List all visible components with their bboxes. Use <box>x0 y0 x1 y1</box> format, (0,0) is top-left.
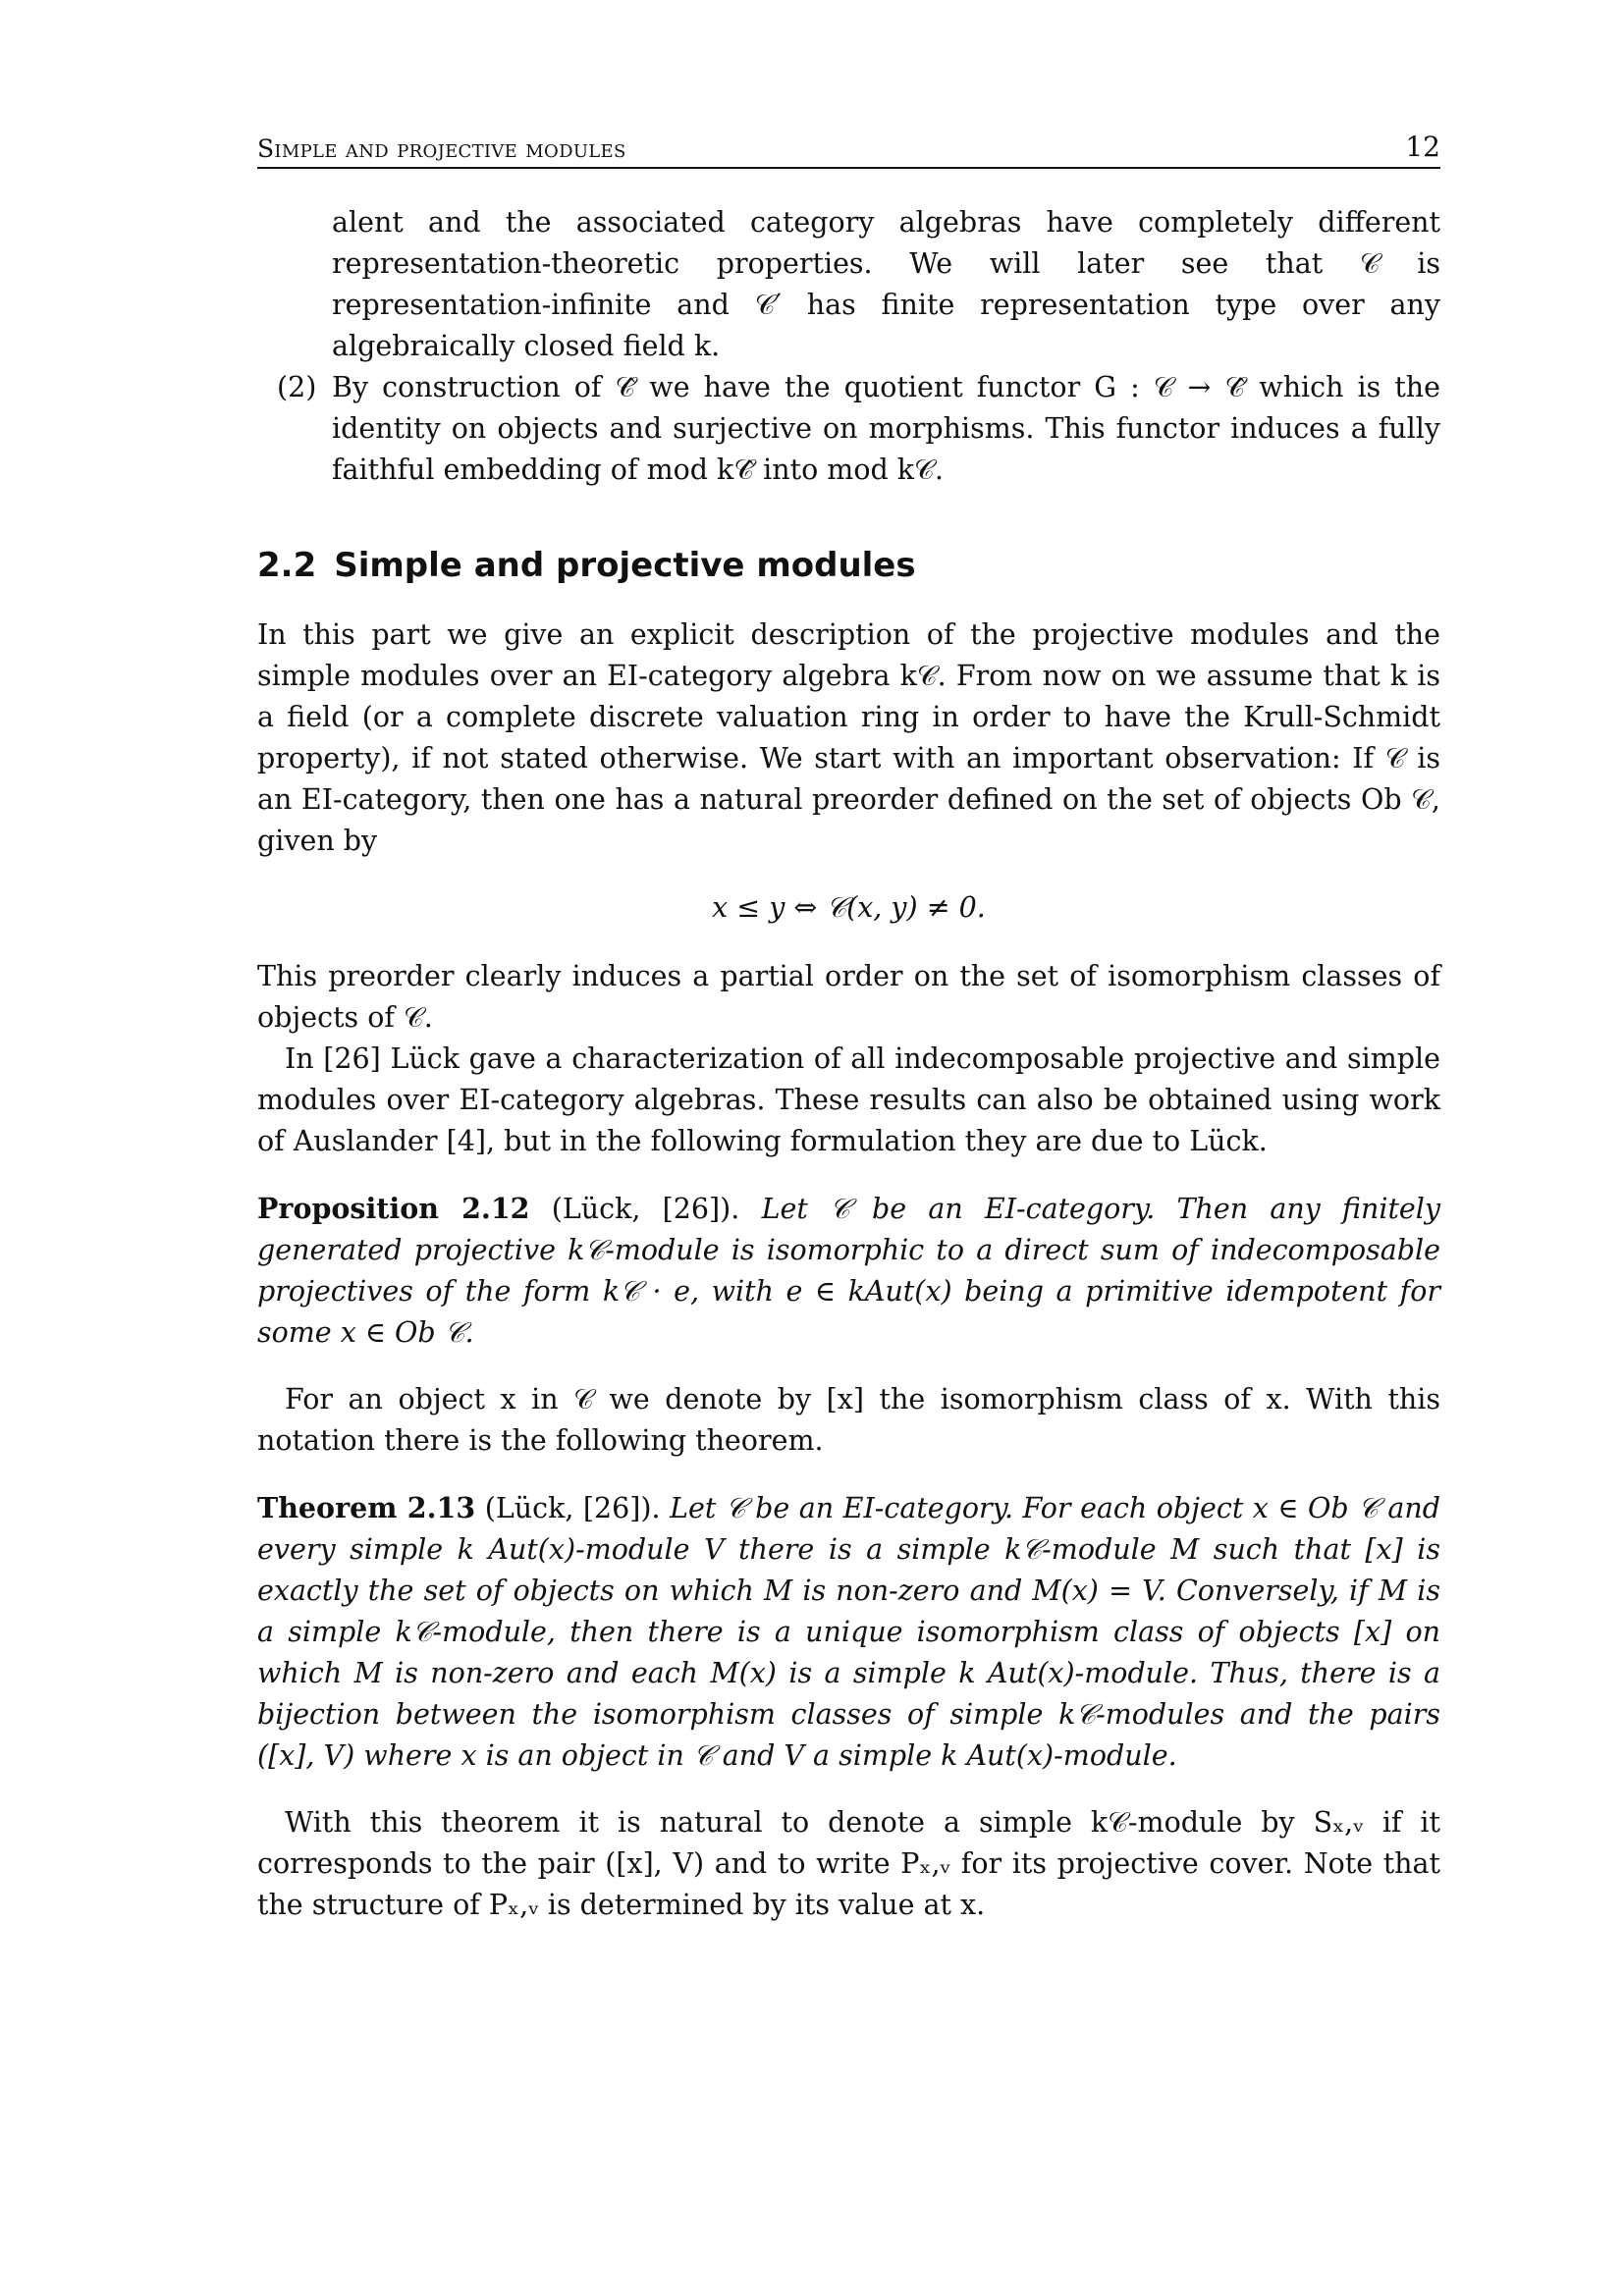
proposition-body: Let 𝒞 be an EI-category. Then any finitely generated projective k𝒞-module is isomorphic to a direct sum of indecomposable projectives of the form k𝒞 · e, with e ∈ kAut(x) being a primitive idempotent for some x ∈ Ob 𝒞. <box>257 1193 1441 1349</box>
proposition-2-12 <box>257 1188 1440 1354</box>
theorem-2-13 <box>257 1487 1440 1777</box>
continued-paragraph: alent and the associated category algebras have completely different representation-theoretic properties. We will later see that 𝒞 is representation-infinite and 𝒞′ has finite representation type over any algebraically closed field k. <box>332 206 1440 362</box>
item-text: By construction of 𝒞̂ we have the quotient functor G : 𝒞 → 𝒞̂ which is the identity on objects and surjective on morphisms. This functor induces a fully faithful embedding of mod k𝒞̂ into mod k𝒞. <box>332 371 1440 486</box>
theorem-attribution: (Lück, [26]). <box>484 1492 661 1524</box>
display-equation: x ≤ y ⇔ 𝒞(x, y) ≠ 0. <box>712 891 986 924</box>
page-number: 12 <box>1405 131 1440 163</box>
page <box>257 118 1440 1926</box>
proposition-label: Proposition 2.12 <box>257 1192 530 1225</box>
section-number: 2.2 <box>257 546 317 585</box>
intro-paragraph: In this part we give an explicit description of the projective modules and the simple modules over an EI-category algebra k𝒞. From now on we assume that k is a field (or a complete discrete valuation ring in order to have the Krull-Schmidt property), if not stated otherwise. We start with an important observation: If 𝒞 is an EI-category, then one has a natural preorder defined on the set of objects Ob 𝒞, given by <box>257 618 1440 857</box>
luck-paragraph: In [26] Lück gave a characterization of all indecomposable projective and simple modules over EI-category algebras. These results can also be obtained using work of Auslander [4], but in the following formulation they are due to Lück. <box>257 1042 1440 1157</box>
theorem-body: Let 𝒞 be an EI-category. For each object x ∈ Ob 𝒞 and every simple k Aut(x)-module V there is a simple k𝒞-module M such that [x] is exactly the set of objects on which M is non-zero and M(x) = V. Conversely, if M is a simple k𝒞-module, then there is a unique isomorphism class of objects [x] on which M is non-zero and each M(x) is a simple k Aut(x)-module. Thus, there is a bijection between the isomorphism classes of simple k𝒞-modules and the pairs ([x], V) where x is an object in 𝒞 and V a simple k Aut(x)-module. <box>257 1492 1441 1772</box>
proposition-attribution: (Lück, [26]). <box>551 1193 740 1225</box>
theorem-label: Theorem 2.13 <box>257 1491 476 1524</box>
notation-paragraph: For an object x in 𝒞 we denote by [x] the isomorphism class of x. With this notation there is the following theorem. <box>257 1383 1440 1457</box>
section-heading <box>257 546 1440 585</box>
running-title: Simple and projective modules <box>257 134 626 163</box>
running-header <box>257 118 1440 169</box>
section-title: Simple and projective modules <box>334 546 916 585</box>
remark-item-2 <box>257 367 1440 491</box>
item-label: (2) <box>277 371 317 403</box>
continued-remark <box>257 202 1440 367</box>
section-body <box>257 614 1440 1926</box>
closing-paragraph: With this theorem it is natural to denote a simple k𝒞-module by Sₓ,ᵥ if it corresponds to the pair ([x], V) and to write Pₓ,ᵥ for its projective cover. Note that the structure of Pₓ,ᵥ is determined by its value at x. <box>257 1806 1440 1921</box>
after-equation-paragraph: This preorder clearly induces a partial order on the set of isomorphism classes of objects of 𝒞. <box>257 960 1440 1034</box>
